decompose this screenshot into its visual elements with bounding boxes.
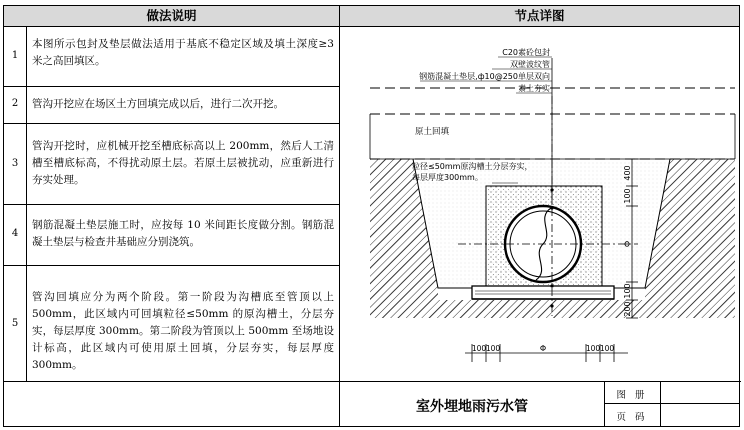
pipe-trench-detail [340, 26, 738, 380]
dim-200: 200 [623, 301, 632, 317]
detail-header: 节点详图 [340, 6, 739, 27]
dim-100-top: 100 [623, 188, 632, 204]
page-label: 页 码 [616, 412, 648, 423]
dim-100-bottom: 100 [623, 283, 632, 299]
callout-encasement: C20素砼包封 [502, 48, 550, 57]
bottom-dim-phi: Φ [539, 344, 547, 353]
backfill-label: 原土回填 [415, 127, 450, 137]
atlas-label: 图 册 [616, 390, 648, 401]
note-text: 管沟开挖应在场区土方回填完成以后，进行二次开挖。 [32, 98, 284, 110]
note-text: 管沟回填应分为两个阶段。第一阶段为沟槽底至管顶以上 500mm，此区域内可回填粒径≤50mm 的原沟槽土，分层夯实，每层厚度 300mm。第二阶段为管顶以上 500mm 至场地设计标高，此区域内可使用原土回填，分层夯实，每层厚度 300mm。 [32, 291, 334, 371]
bottom-dim-4: 100 [599, 344, 615, 353]
trench-fill-label-1: 粒径≤50mm原沟槽土分层夯实， [412, 162, 533, 171]
callout-compacted-soil: 素土夯实 [518, 84, 550, 93]
dim-400: 400 [623, 165, 632, 181]
notes-header: 做法说明 [4, 6, 339, 27]
detail-sheet [3, 5, 740, 427]
note-number: 3 [11, 158, 19, 169]
bottom-dim-1: 100 [471, 344, 487, 353]
bottom-dim-3: 100 [585, 344, 601, 353]
note-number: 4 [11, 228, 19, 239]
note-number: 5 [11, 318, 19, 329]
bottom-dim-2: 100 [485, 344, 501, 353]
drawing-title: 室外埋地雨污水管 [416, 399, 528, 415]
callout-cushion: 钢筋混凝土垫层,ф10@250单层双向 [419, 72, 550, 81]
note-text: 钢筋混凝土垫层施工时，应按每 10 米间距长度做分割。钢筋混凝土垫层与检查井基础应分别浇筑。 [32, 219, 334, 248]
note-number: 2 [11, 98, 19, 109]
trench-fill-label-2: 每层厚度300mm。 [412, 173, 483, 182]
note-number: 1 [11, 50, 19, 61]
note-text: 管沟开挖时，应机械开挖至槽底标高以上 200mm，然后人工清槽至槽底标高，不得扰动原土层。若原土层被扰动，应重新进行夯实处理。 [32, 140, 334, 186]
dim-phi: Φ [623, 240, 632, 248]
note-text: 本图所示包封及垫层做法适用于基底不稳定区域及填土深度≥3 米之高回填区。 [32, 38, 334, 67]
callout-pipe: 双壁波纹管 [510, 60, 550, 69]
